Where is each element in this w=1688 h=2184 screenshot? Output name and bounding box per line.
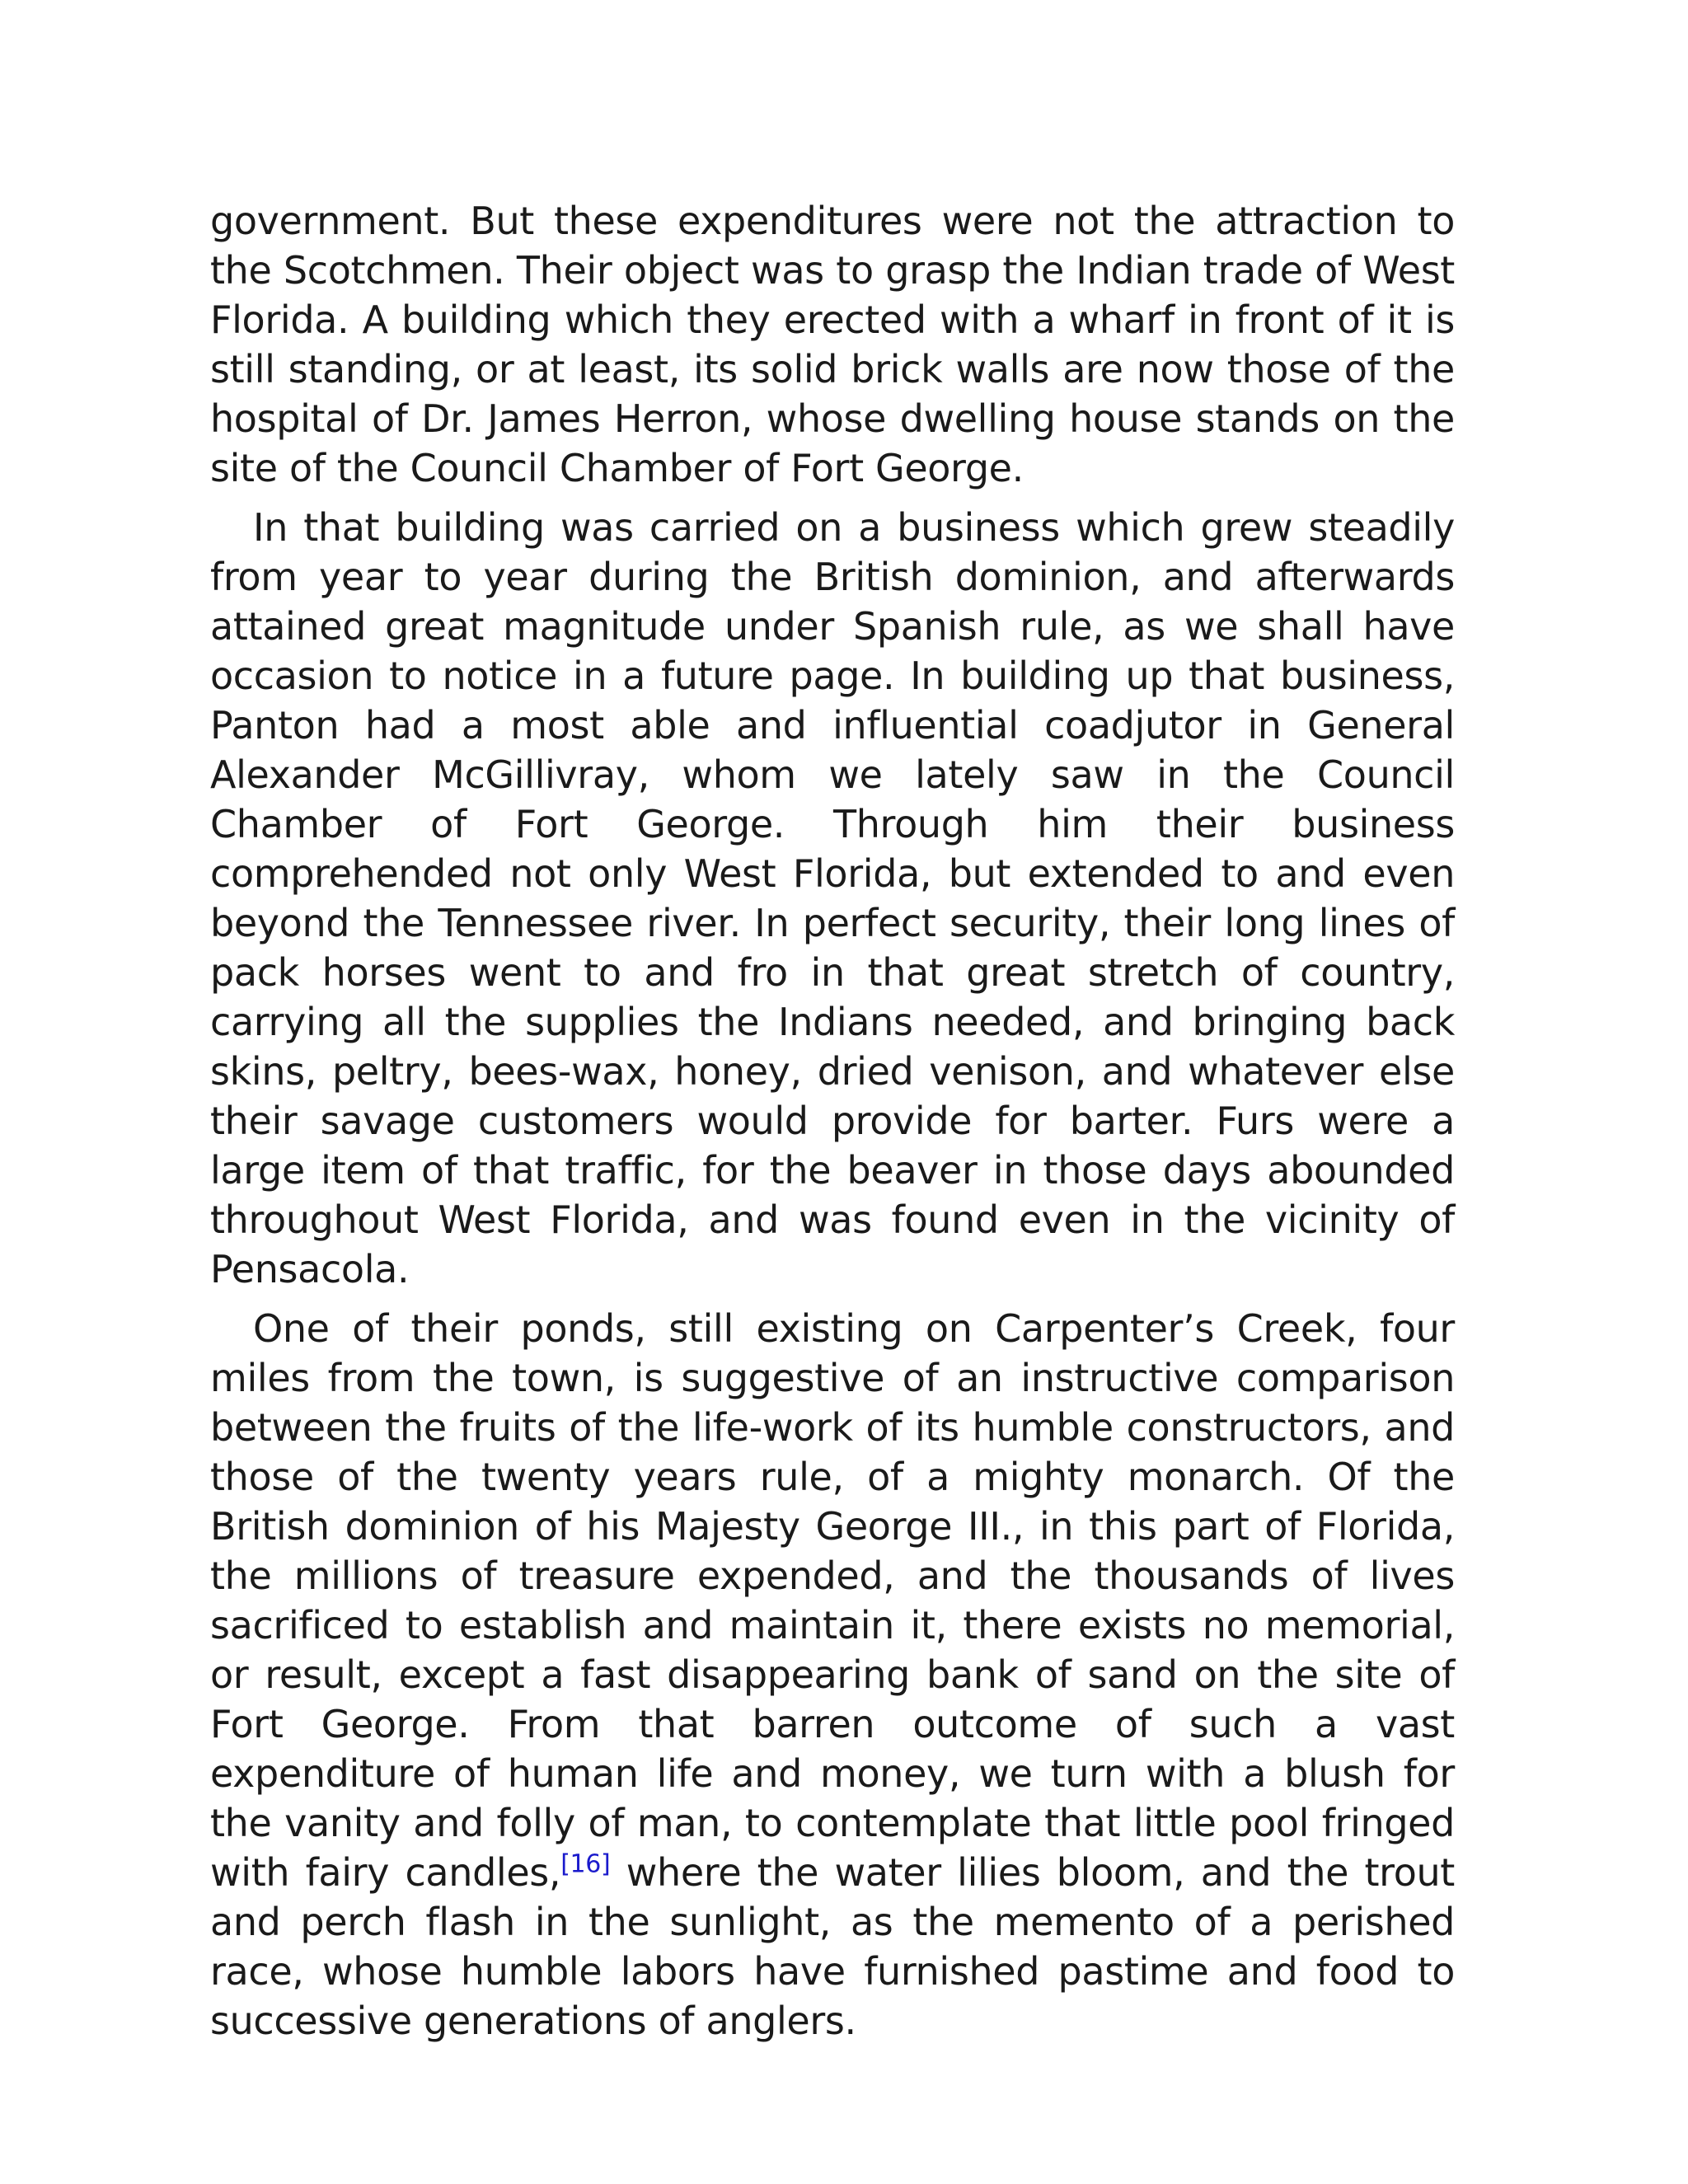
page-body [210, 196, 1455, 2055]
paragraph-1: government. But these expenditures were not the attraction to the Scotchmen. Their object was to grasp the Indian trade of West Florida. A building which they erected with a wharf in front of it is still standing, or at least, its solid brick walls are now those of the hospital of Dr. James Herron, whose dwelling house stands on the site of the Council Chamber of Fort George. [210, 199, 1455, 490]
paragraph-2: In that building was carried on a business which grew steadily from year to year during the British dominion, and afterwards attained great magnitude under Spanish rule, as we shall have occasion to notice in a future page. In building up that business, Panton had a most able and influential coadjutor in General Alexander McGillivray, whom we lately saw in the Council Chamber of Fort George. Through him their business comprehended not only West Florida, but extended to and even beyond the Tennessee river. In perfect security, their long lines of pack horses went to and fro in that great stretch of country, carrying all the supplies the Indians needed, and bringing back skins, peltry, bees-wax, honey, dried venison, and whatever else their savage customers would provide for barter. Furs were a large item of that traffic, for the beaver in those days abounded throughout West Florida, and was found even in the vicinity of Pensacola. [210, 505, 1455, 1291]
paragraph-3 [210, 1304, 1455, 2046]
footnote-link[interactable]: [16] [560, 1849, 611, 1879]
paragraph-3-text-after: where the water lilies bloom, and the trout and perch flash in the sunlight, as the memento of a perished race, whose humble labors have furnished pastime and food to successive generations of anglers. [210, 1850, 1455, 2043]
paragraph-3-text-before: One of their ponds, still existing on Carpenter’s Creek, four miles from the town, is suggestive of an instructive comparison between the fruits of the life-work of its humble constructors, and those of the twenty years rule, of a mighty monarch. Of the British dominion of his Majesty George III., in this part of Florida, the millions of treasure expended, and the thousands of lives sacrificed to establish and maintain it, there exists no memorial, or result, except a fast disappearing bank of sand on the site of Fort George. From that barren outcome of such a vast expenditure of human life and money, we turn with a blush for the vanity and folly of man, to contemplate that little pool fringed with fairy candles, [210, 1306, 1455, 1895]
